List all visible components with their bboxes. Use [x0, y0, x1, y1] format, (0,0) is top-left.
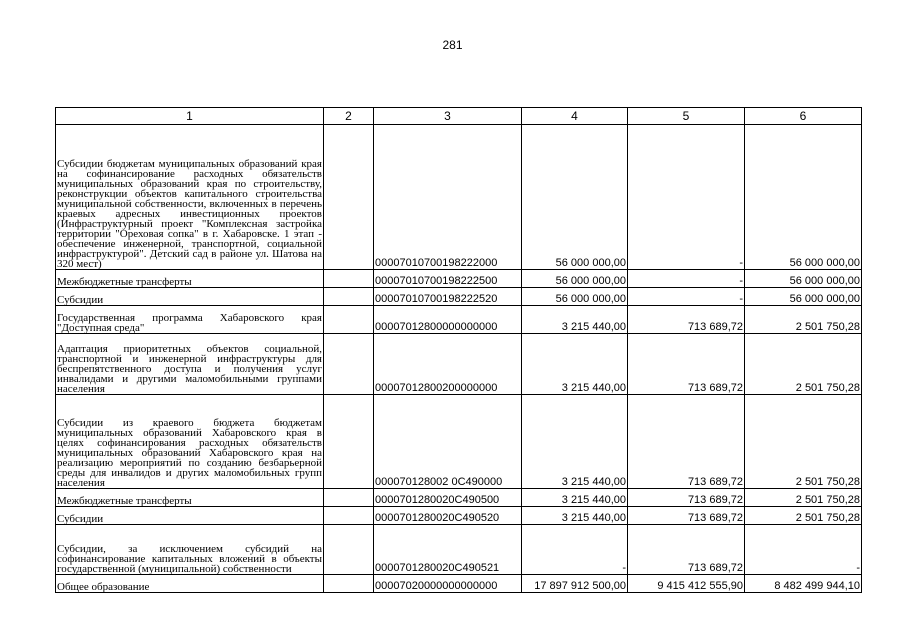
- row-value-6: 2 501 750,28: [745, 489, 862, 507]
- row-value-4: 56 000 000,00: [522, 288, 628, 306]
- row-code: 00007012800000000000: [374, 306, 522, 334]
- table-row: [56, 489, 862, 507]
- row-code: 00007010700198222520: [374, 288, 522, 306]
- row-value-4: 17 897 912 500,00: [522, 575, 628, 593]
- row-code: 000070128002 0C490000: [374, 395, 522, 489]
- row-value-6: 56 000 000,00: [745, 270, 862, 288]
- row-value-5: 9 415 412 555,90: [628, 575, 745, 593]
- row-code: 0000701280020C490500: [374, 489, 522, 507]
- row-value-5: 713 689,72: [628, 525, 745, 575]
- row-value-4: 3 215 440,00: [522, 395, 628, 489]
- table-row: [56, 306, 862, 334]
- row-col2: [324, 575, 374, 593]
- row-value-4: 3 215 440,00: [522, 334, 628, 395]
- row-value-6: 2 501 750,28: [745, 306, 862, 334]
- row-value-4: -: [522, 525, 628, 575]
- table-row: [56, 125, 862, 270]
- table-row: [56, 575, 862, 593]
- row-code: 00007012800200000000: [374, 334, 522, 395]
- row-name: Адаптация приоритетных объектов социальной, транспортной и инженерной инфраструктуры для беспрепятственного доступа и получения услуг инвалидами и другими маломобильными группами населения: [56, 334, 324, 395]
- row-name: Межбюджетные трансферты: [56, 270, 324, 288]
- row-name: Субсидии: [56, 288, 324, 306]
- row-name: Государственная программа Хабаровского края "Доступная среда": [56, 306, 324, 334]
- table-row: [56, 270, 862, 288]
- table-header-row: [56, 108, 862, 125]
- row-value-5: 713 689,72: [628, 489, 745, 507]
- budget-table: [55, 107, 862, 593]
- row-name: Общее образование: [56, 575, 324, 593]
- row-code: 0000701280020C490520: [374, 507, 522, 525]
- column-header-1: 1: [56, 108, 324, 125]
- row-code: 0000701280020C490521: [374, 525, 522, 575]
- row-value-4: 56 000 000,00: [522, 125, 628, 270]
- table-row: [56, 288, 862, 306]
- row-col2: [324, 525, 374, 575]
- row-value-5: 713 689,72: [628, 507, 745, 525]
- page-number: 281: [442, 38, 463, 52]
- row-col2: [324, 270, 374, 288]
- row-value-6: 2 501 750,28: [745, 334, 862, 395]
- row-value-5: 713 689,72: [628, 334, 745, 395]
- column-header-4: 4: [522, 108, 628, 125]
- row-value-5: -: [628, 288, 745, 306]
- column-header-3: 3: [374, 108, 522, 125]
- row-value-5: 713 689,72: [628, 306, 745, 334]
- row-value-6: 2 501 750,28: [745, 507, 862, 525]
- row-col2: [324, 288, 374, 306]
- row-name: Межбюджетные трансферты: [56, 489, 324, 507]
- table-row: [56, 395, 862, 489]
- column-header-5: 5: [628, 108, 745, 125]
- row-name: Субсидии из краевого бюджета бюджетам муниципальных образований Хабаровского края в целях софинансирования расходных обязательств муниципальных образований Хабаровского края на реализацию мероприятий по созданию безбарьерной среды для инвалидов и других маломобильных групп населения: [56, 395, 324, 489]
- column-header-6: 6: [745, 108, 862, 125]
- table-row: [56, 334, 862, 395]
- row-name: Субсидии, за исключением субсидий на софинансирование капитальных вложений в объекты государственной (муниципальной) собственности: [56, 525, 324, 575]
- table-row: [56, 507, 862, 525]
- row-col2: [324, 334, 374, 395]
- row-col2: [324, 395, 374, 489]
- table-row: [56, 525, 862, 575]
- row-value-6: 8 482 499 944,10: [745, 575, 862, 593]
- row-col2: [324, 306, 374, 334]
- row-value-6: 56 000 000,00: [745, 125, 862, 270]
- row-value-6: 56 000 000,00: [745, 288, 862, 306]
- row-value-5: -: [628, 270, 745, 288]
- row-value-5: -: [628, 125, 745, 270]
- row-value-4: 3 215 440,00: [522, 306, 628, 334]
- row-value-6: -: [745, 525, 862, 575]
- row-name: Субсидии: [56, 507, 324, 525]
- row-code: 00007010700198222500: [374, 270, 522, 288]
- row-value-6: 2 501 750,28: [745, 395, 862, 489]
- row-col2: [324, 507, 374, 525]
- column-header-2: 2: [324, 108, 374, 125]
- row-code: 00007020000000000000: [374, 575, 522, 593]
- row-name: Субсидии бюджетам муниципальных образований края на софинансирование расходных обязательств муниципальных образований края по строительству, реконструкции объектов капитального строительства муниципальной собственности, включенных в перечень краевых адресных инвестиционных проектов (Инфраструктурный проект "Комплексная застройка территории "Ореховая сопка" в г. Хабаровске. 1 этап - обеспечение инженерной, транспортной, социальной инфраструктурой". Детский сад в районе ул. Шатова на 320 мест): [56, 125, 324, 270]
- row-col2: [324, 489, 374, 507]
- row-value-4: 3 215 440,00: [522, 507, 628, 525]
- row-value-4: 56 000 000,00: [522, 270, 628, 288]
- row-value-4: 3 215 440,00: [522, 489, 628, 507]
- row-code: 00007010700198222000: [374, 125, 522, 270]
- row-col2: [324, 125, 374, 270]
- row-value-5: 713 689,72: [628, 395, 745, 489]
